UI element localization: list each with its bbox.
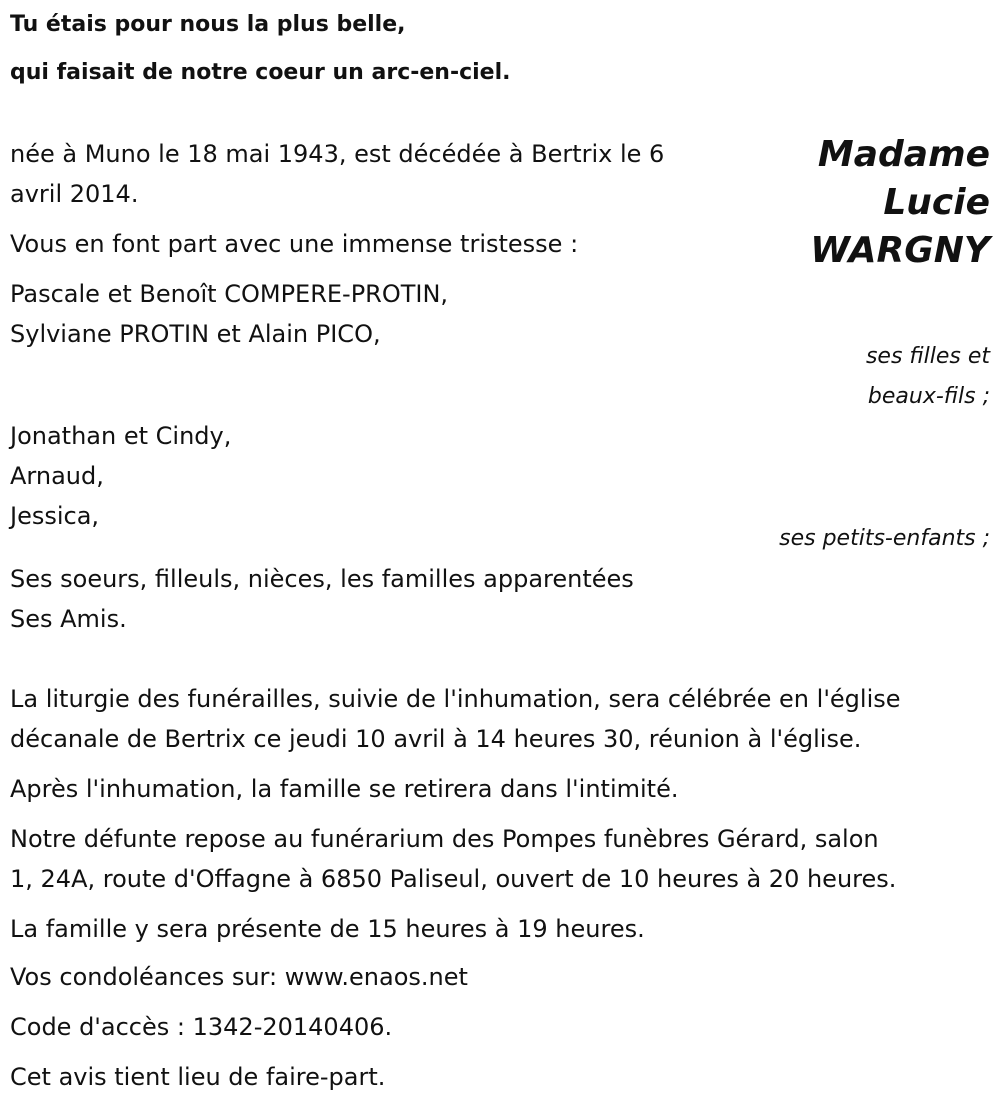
after-burial-text: Après l'inhumation, la famille se retirera dans l'intimité.	[10, 775, 679, 803]
grandchild-2: Arnaud,	[10, 462, 104, 490]
funeral-home-line-1: Notre défunte repose au funérarium des Pompes funèbres Gérard, salon	[10, 825, 879, 853]
epigraph-line-1: Tu étais pour nous la plus belle,	[10, 12, 406, 37]
birth-death-line-1: née à Muno le 18 mai 1943, est décédée à Bertrix le 6	[10, 140, 665, 168]
daughters-relation-line-1: ses filles et	[865, 344, 990, 369]
other-relatives: Ses soeurs, filleuls, nièces, les familles apparentées	[10, 565, 634, 593]
liturgy-line-1: La liturgie des funérailles, suivie de l'inhumation, sera célébrée en l'église	[10, 685, 901, 713]
grandchild-1: Jonathan et Cindy,	[10, 422, 232, 450]
daughter-couple-2: Sylviane PROTIN et Alain PICO,	[10, 320, 381, 348]
condolences-text: Vos condoléances sur: www.enaos.net	[10, 963, 468, 991]
liturgy-line-2: décanale de Bertrix ce jeudi 10 avril à 14 heures 30, réunion à l'église.	[10, 725, 862, 753]
family-presence-text: La famille y sera présente de 15 heures à 19 heures.	[10, 915, 645, 943]
daughters-relation-line-2: beaux-fils ;	[867, 384, 990, 409]
grandchildren-relation: ses petits-enfants ;	[779, 526, 990, 551]
daughter-couple-1: Pascale et Benoît COMPERE-PROTIN,	[10, 280, 449, 308]
friends: Ses Amis.	[10, 605, 127, 633]
birth-death-line-2: avril 2014.	[10, 180, 139, 208]
notice-text: Cet avis tient lieu de faire-part.	[10, 1063, 386, 1091]
deceased-honorific: Madame	[817, 134, 990, 175]
deceased-last-name: WARGNY	[810, 230, 990, 271]
funeral-home-line-2: 1, 24A, route d'Offagne à 6850 Paliseul, ouvert de 10 heures à 20 heures.	[10, 865, 897, 893]
announcement-text: Vous en font part avec une immense tristesse :	[10, 230, 579, 258]
access-code-text: Code d'accès : 1342-20140406.	[10, 1013, 393, 1041]
epigraph-line-2: qui faisait de notre coeur un arc-en-ciel.	[10, 60, 511, 85]
deceased-first-name: Lucie	[883, 182, 990, 223]
grandchild-3: Jessica,	[10, 502, 100, 530]
